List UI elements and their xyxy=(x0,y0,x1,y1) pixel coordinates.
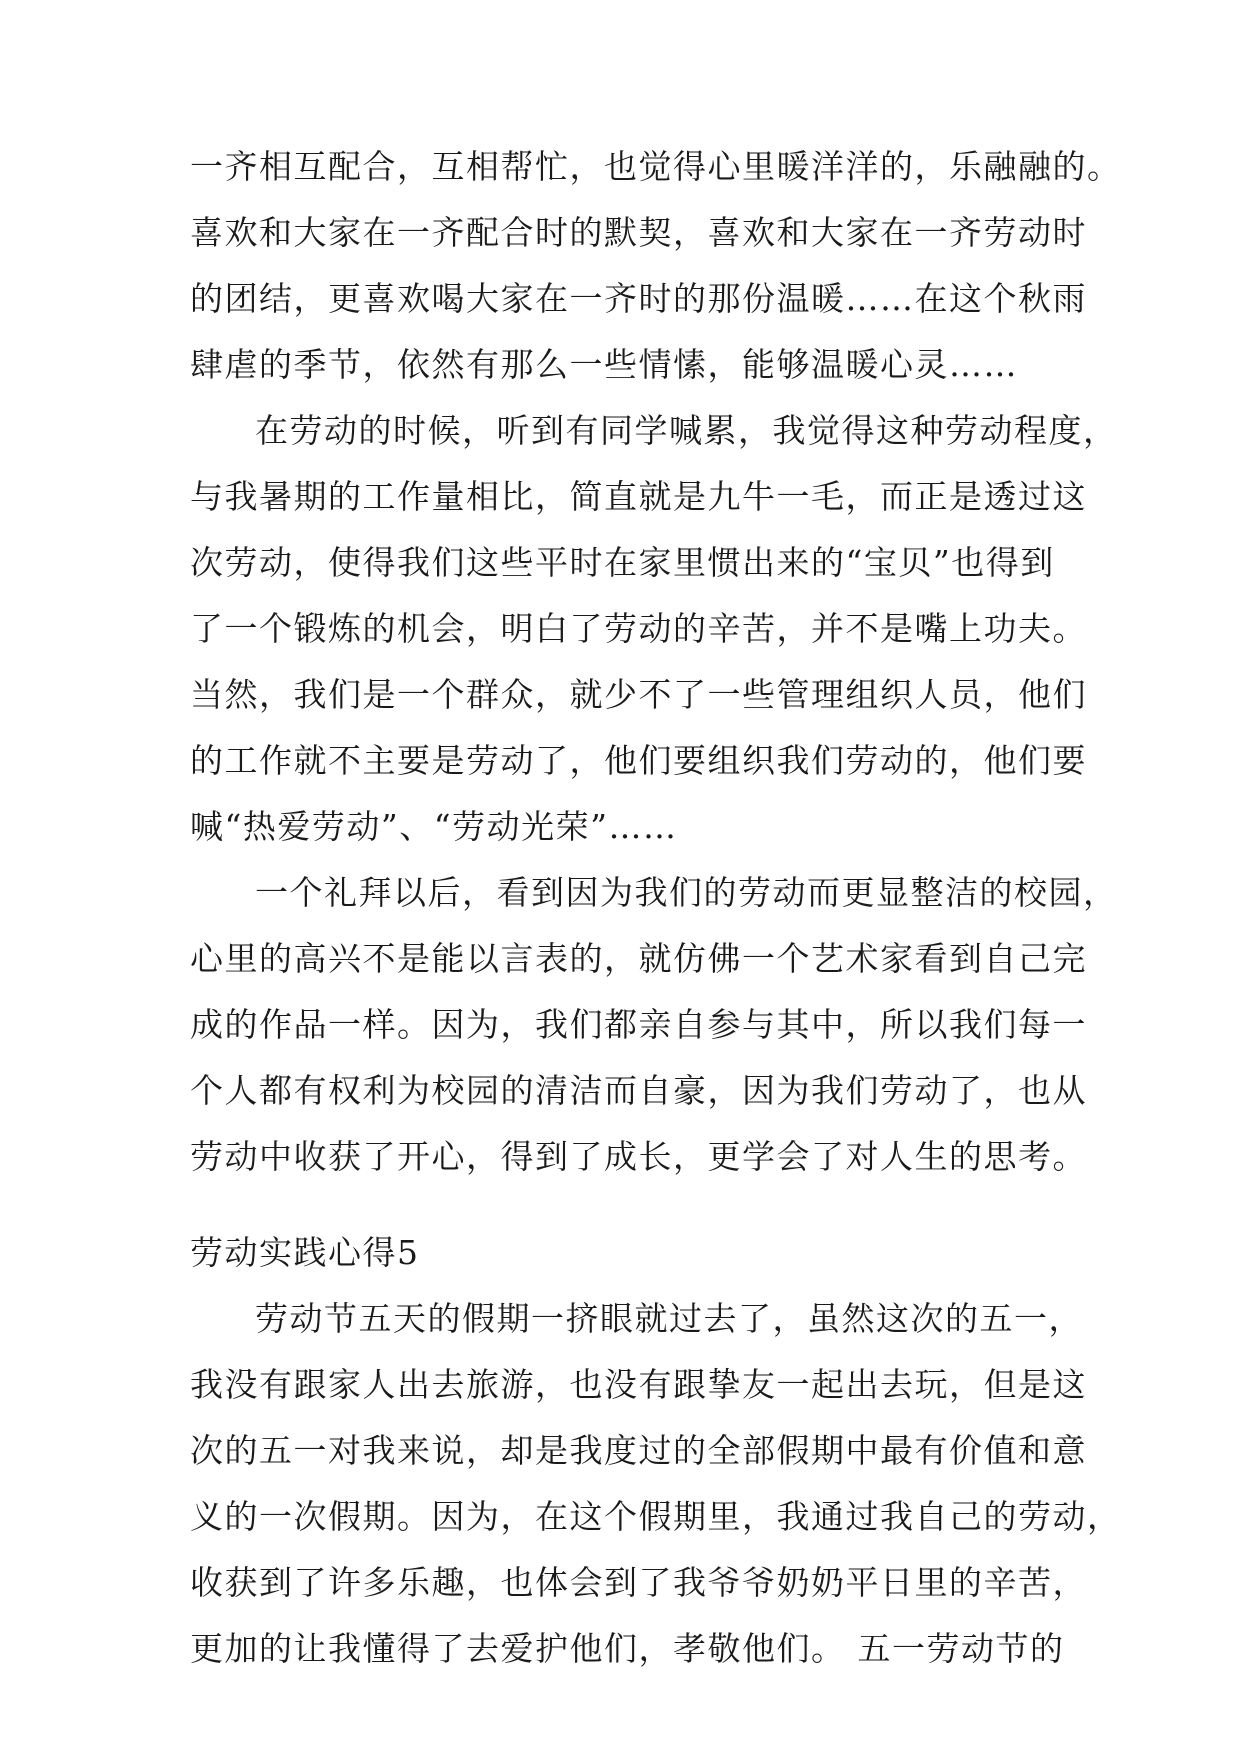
paragraph-line: 次的五一对我来说，却是我度过的全部假期中最有价值和意 xyxy=(190,1431,1087,1470)
paragraph-line: 次劳动，使得我们这些平时在家里惯出来的“宝贝”也得到 xyxy=(190,543,1055,582)
paragraph-line: 一个礼拜以后，看到因为我们的劳动而更显整洁的校园， xyxy=(255,873,1118,912)
paragraph-line: 义的一次假期。因为，在这个假期里，我通过我自己的劳动， xyxy=(190,1497,1122,1536)
paragraph-line: 心里的高兴不是能以言表的，就仿佛一个艺术家看到自己完 xyxy=(190,939,1087,978)
paragraph-line: 我没有跟家人出去旅游，也没有跟挚友一起出去玩，但是这 xyxy=(190,1365,1087,1404)
paragraph-line: 肆虐的季节，依然有那么一些情愫，能够温暖心灵…… xyxy=(190,345,1018,384)
paragraph-line: 成的作品一样。因为，我们都亲自参与其中，所以我们每一 xyxy=(190,1005,1087,1044)
paragraph-line: 喜欢和大家在一齐配合时的默契，喜欢和大家在一齐劳动时 xyxy=(190,213,1087,252)
section-heading: 劳动实践心得5 xyxy=(190,1233,420,1272)
paragraph-line: 劳动中收获了开心，得到了成长，更学会了对人生的思考。 xyxy=(190,1137,1087,1176)
paragraph-line: 在劳动的时候，听到有同学喊累，我觉得这种劳动程度， xyxy=(255,411,1118,450)
paragraph-line: 的团结，更喜欢喝大家在一齐时的那份温暖……在这个秋雨 xyxy=(190,279,1087,318)
paragraph-line: 收获到了许多乐趣，也体会到了我爷爷奶奶平日里的辛苦， xyxy=(190,1563,1087,1602)
paragraph-line: 了一个锻炼的机会，明白了劳动的辛苦，并不是嘴上功夫。 xyxy=(190,609,1087,648)
paragraph-line: 一齐相互配合，互相帮忙，也觉得心里暖洋洋的，乐融融的。 xyxy=(190,147,1122,186)
paragraph-line: 当然，我们是一个群众，就少不了一些管理组织人员，他们 xyxy=(190,675,1087,714)
paragraph-line: 个人都有权利为校园的清洁而自豪，因为我们劳动了，也从 xyxy=(190,1071,1087,1110)
paragraph-line: 更加的让我懂得了去爱护他们，孝敬他们。 五一劳动节的 xyxy=(190,1629,1065,1668)
paragraph-line: 的工作就不主要是劳动了，他们要组织我们劳动的，他们要 xyxy=(190,741,1087,780)
paragraph-line: 喊“热爱劳动”、“劳动光荣”…… xyxy=(190,807,678,846)
paragraph-line: 与我暑期的工作量相比，简直就是九牛一毛，而正是透过这 xyxy=(190,477,1087,516)
paragraph-line: 劳动节五天的假期一挤眼就过去了，虽然这次的五一， xyxy=(255,1299,1083,1338)
